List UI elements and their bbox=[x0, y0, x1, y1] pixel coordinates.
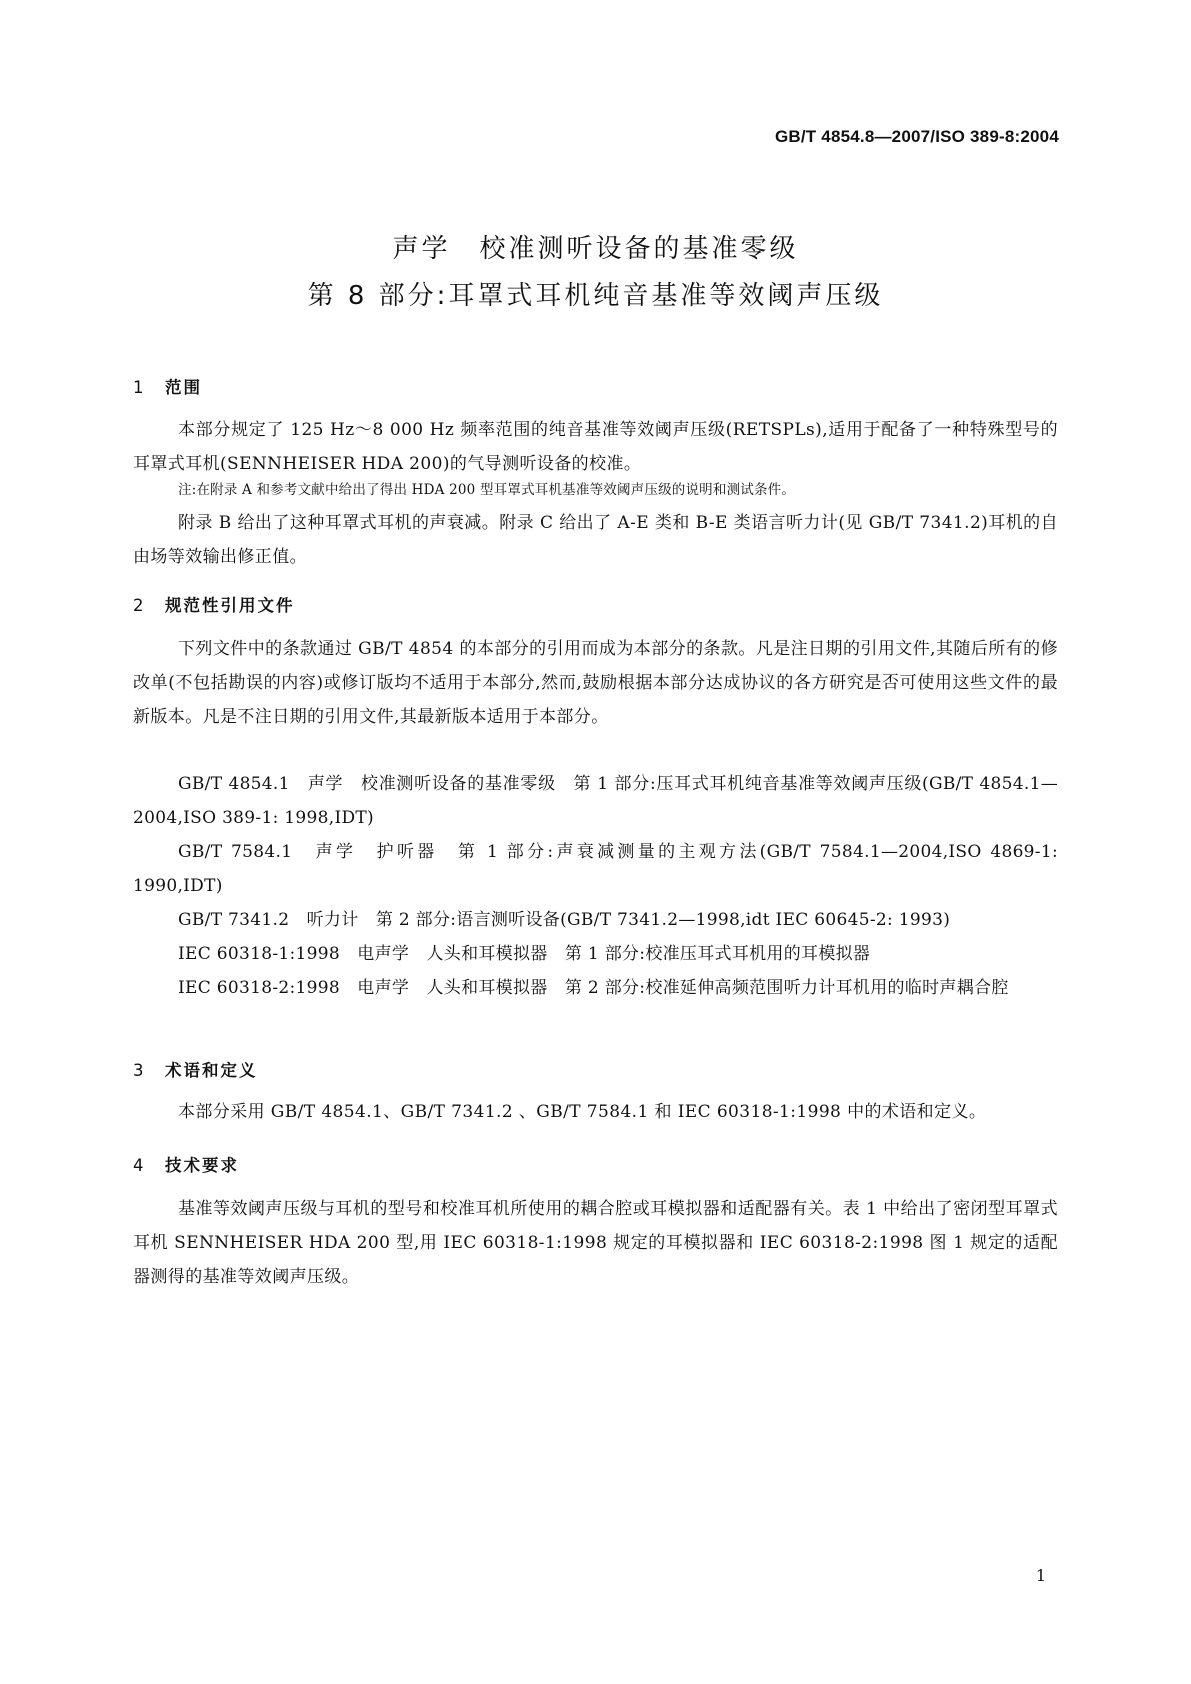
section-2-heading bbox=[133, 592, 295, 616]
reference-item: IEC 60318-1:1998 电声学 人头和耳模拟器 第 1 部分:校准压耳式耳机用的耳模拟器 bbox=[178, 944, 871, 964]
reference-item: IEC 60318-2:1998 电声学 人头和耳模拟器 第 2 部分:校准延伸高频范围听力计耳机用的临时声耦合腔 bbox=[178, 978, 1009, 998]
section-title: 范围 bbox=[165, 378, 202, 397]
section-3-paragraph: 本部分采用 GB/T 4854.1、GB/T 7341.2 、GB/T 7584.1 和 IEC 60318-1:1998 中的术语和定义。 bbox=[178, 1102, 987, 1122]
reference-item: GB/T 7341.2 听力计 第 2 部分:语言测听设备(GB/T 7341.2—1998,idt IEC 60645-2: 1993) bbox=[178, 910, 951, 930]
title-line-2: 第 8 部分:耳罩式耳机纯音基准等效阈声压级 bbox=[307, 281, 884, 311]
reference-item: GB/T 4854.1 声学 校准测听设备的基准零级 第 1 部分:压耳式耳机纯音基准等效阈声压级(GB/T 4854.1—2004,ISO 389-1: 1998,IDT) bbox=[133, 774, 1058, 828]
section-number: 1 bbox=[133, 378, 146, 397]
page-number: 1 bbox=[1035, 1566, 1046, 1585]
section-1-heading bbox=[133, 374, 202, 398]
section-title: 技术要求 bbox=[165, 1156, 239, 1175]
section-number: 3 bbox=[133, 1061, 146, 1080]
section-4-paragraph: 基准等效阈声压级与耳机的型号和校准耳机所使用的耦合腔或耳模拟器和适配器有关。表 1 中给出了密闭型耳罩式耳机 SENNHEISER HDA 200 型,用 IEC 60318-1:1998 规定的耳模拟器和 IEC 60318-2:1998 图 1 规定的适配器测得的基准等效阈声压级。 bbox=[133, 1199, 1058, 1287]
section-1-note: 注:在附录 A 和参考文献中给出了得出 HDA 200 型耳罩式耳机基准等效阈声压级的说明和测试条件。 bbox=[178, 482, 796, 498]
standard-number: GB/T 4854.8—2007/ISO 389-8:2004 bbox=[774, 127, 1059, 146]
section-4-heading bbox=[133, 1152, 239, 1176]
section-1-paragraph-2: 附录 B 给出了这种耳罩式耳机的声衰减。附录 C 给出了 A-E 类和 B-E 类语言听力计(见 GB/T 7341.2)耳机的自由场等效输出修正值。 bbox=[133, 513, 1058, 567]
section-number: 4 bbox=[133, 1156, 146, 1175]
title-line-1: 声学 校准测听设备的基准零级 bbox=[392, 234, 799, 264]
section-1-paragraph: 本部分规定了 125 Hz～8 000 Hz 频率范围的纯音基准等效阈声压级(RETSPLs),适用于配备了一种特殊型号的耳罩式耳机(SENNHEISER HDA 200)的气导测听设备的校准。 bbox=[133, 420, 1058, 474]
section-title: 术语和定义 bbox=[165, 1061, 258, 1080]
section-3-heading bbox=[133, 1057, 258, 1081]
section-title: 规范性引用文件 bbox=[165, 596, 295, 615]
reference-item: GB/T 7584.1 声学 护听器 第 1 部分:声衰减测量的主观方法(GB/T 7584.1—2004,ISO 4869-1: 1990,IDT) bbox=[133, 842, 1058, 896]
section-number: 2 bbox=[133, 596, 146, 615]
section-2-intro: 下列文件中的条款通过 GB/T 4854 的本部分的引用而成为本部分的条款。凡是注日期的引用文件,其随后所有的修改单(不包括勘误的内容)或修订版均不适用于本部分,然而,鼓励根据本部分达成协议的各方研究是否可使用这些文件的最新版本。凡是不注日期的引用文件,其最新版本适用于本部分。 bbox=[133, 639, 1058, 727]
